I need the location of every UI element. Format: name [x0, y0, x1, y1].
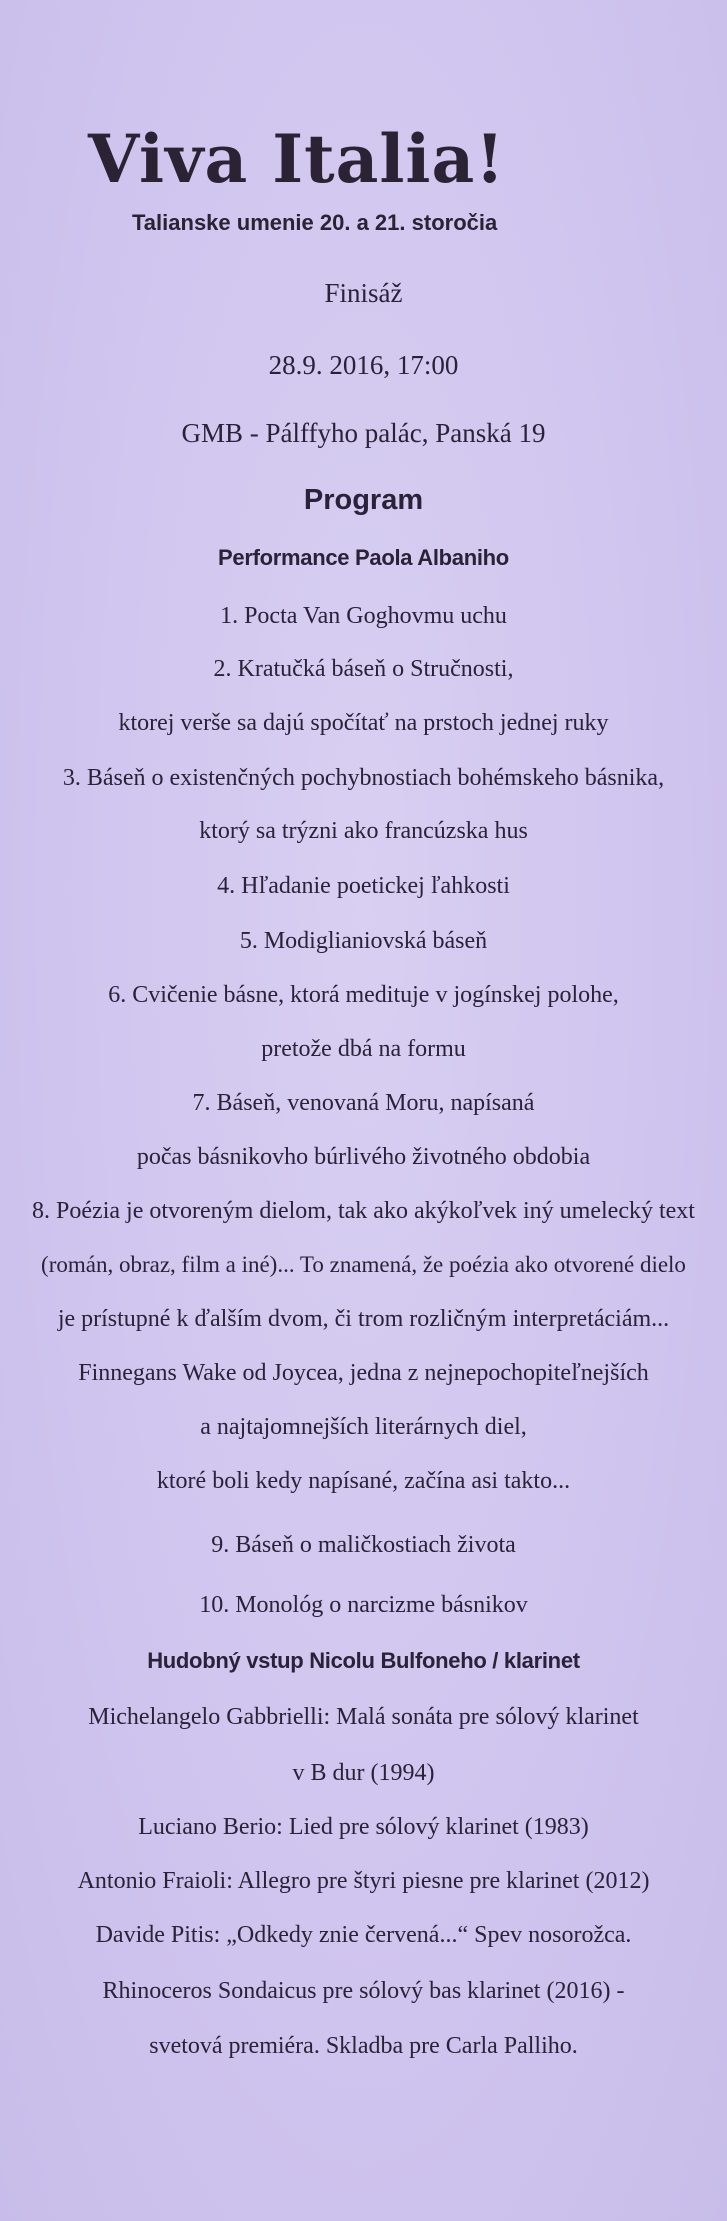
performance-line: ktorý sa trýzni ako francúzska hus	[199, 818, 528, 844]
performance-line: 4. Hľadanie poetickej ľahkosti	[217, 873, 510, 899]
performance-line: je prístupné k ďalším dvom, či trom rozličným interpretáciám...	[57, 1306, 670, 1332]
performance-line: 8. Poézia je otvoreným dielom, tak ako akýkoľvek iný umelecký text	[32, 1198, 695, 1224]
performance-line: Finnegans Wake od Joycea, jedna z nejnepochopiteľnejších	[78, 1360, 649, 1386]
performance-line: 5. Modiglianiovská báseň	[239, 928, 488, 954]
performance-line: ktoré boli kedy napísané, začína asi takto...	[156, 1468, 571, 1494]
music-line: Antonio Fraioli: Allegro pre štyri piesne pre klarinet (2012)	[77, 1868, 650, 1894]
music-line: Luciano Berio: Lied pre sólový klarinet (1983)	[138, 1814, 589, 1840]
performance-line: (román, obraz, film a iné)... To znamená, že poézia ako otvorené dielo	[41, 1252, 686, 1277]
program-heading: Program	[303, 484, 424, 516]
music-line: v B dur (1994)	[292, 1760, 435, 1786]
performance-line: počas básnikovho búrlivého životného obdobia	[136, 1144, 591, 1170]
event-type: Finisáž	[324, 278, 403, 308]
performance-heading: Performance Paola Albaniho	[218, 545, 509, 570]
music-line: svetová premiéra. Skladba pre Carla Palliho.	[149, 2033, 578, 2059]
performance-line: ktorej verše sa dajú spočítať na prstoch jednej ruky	[118, 710, 609, 736]
music-line: Rhinoceros Sondaicus pre sólový bas klarinet (2016) -	[102, 1978, 625, 2004]
exhibition-subtitle: Talianske umenie 20. a 21. storočia	[132, 210, 498, 235]
performance-line: 9. Báseň o maličkostiach života	[211, 1532, 516, 1558]
exhibition-title: Viva Italia!	[88, 120, 506, 198]
music-heading: Hudobný vstup Nicolu Bulfoneho / klarinet	[147, 1648, 580, 1673]
music-line: Davide Pitis: „Odkedy znie červená...“ Spev nosorožca.	[95, 1922, 632, 1948]
event-datetime: 28.9. 2016, 17:00	[268, 350, 459, 380]
performance-line: 7. Báseň, venovaná Moru, napísaná	[192, 1090, 535, 1116]
performance-line: 1. Pocta Van Goghovmu uchu	[220, 603, 507, 629]
performance-line: 3. Báseň o existenčných pochybnostiach bohémskeho básnika,	[62, 765, 665, 791]
music-line: Michelangelo Gabbrielli: Malá sonáta pre sólový klarinet	[88, 1704, 639, 1730]
event-venue: GMB - Pálffyho palác, Panská 19	[181, 418, 546, 448]
performance-line: 6. Cvičenie básne, ktorá medituje v jogínskej polohe,	[108, 982, 619, 1008]
performance-line: pretože dbá na formu	[261, 1036, 466, 1062]
performance-line: 2. Kratučká báseň o Stručnosti,	[213, 656, 514, 682]
performance-line: 10. Monológ o narcizme básnikov	[199, 1592, 528, 1618]
performance-line: a najtajomnejších literárnych diel,	[200, 1414, 527, 1440]
